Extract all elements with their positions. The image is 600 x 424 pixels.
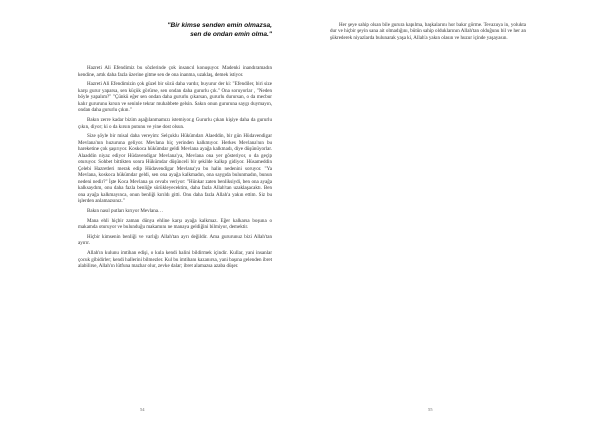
paragraph: Her şeye sahip olsan bile gurura kapılma, başkalarını hor bakır görme. Tevazuya in, yolukta dur ve hiçbir şeyin sana ait olmadığını, bütün sahip olduklarının Allah'tan olduğunu bil ve her an şükrederek niyazlarda bulunarak yaşa ki, Allah'a yakın olasın ve huzur içinde yaşayasın.	[330, 22, 526, 41]
epigraph-quote	[78, 22, 272, 39]
paragraph: Hiçbir kimsenin benliği ve varlığı Allah'tan ayrı değildir. Ama gururunuz bizi Allah'tan ayırır.	[78, 233, 272, 247]
paragraph: Hazreti Ali Efendimiz bu sözlerinde çok insancıl konuşuyor. Madenki inandıramadın kendine, artık daha fazla üzerine gitme sen de ona inanma, uzaklaş, demek istiyor.	[78, 65, 272, 78]
paragraph: Bakın nasıl putları kırıyor Mevlana…	[87, 207, 164, 214]
paragraph: Bakın zerre kadar bizim aşağılanmamızı istemiyor.g Gururlu çıkan kişiye daha da gururlu çıkın, diyor; ki o da kırsın putunu ve yine dost olsun.	[78, 117, 272, 130]
paragraph: Mana ehli hiçbir zaman dünya ehline karşı ayağa kalkmaz. Eğer kalkarsa boşuna o makamda oturuyor ve bulunduğu makamını ne manaya geldiğini bilmiyor, demektir.	[78, 217, 272, 231]
paragraph: Hazreti Ali Efendimizin çok güzel bir sözü daha vardır, buyurur der ki: "Efendiler, biri size karşı gurur yaparsa, sen küçük görürse, sen ondan daha gururlu çık." Ona soruyorlar , "Neden böyle yapalım?" "Çünkü eğer sen ondan daha gururlu çıkarsan, gururlu durursan, o da mecbur kalır gururunu kırsın ve seninle tekrar muhabbete gelsin. Sakın onun gururuna saygı duymayın, ondan daha gururlu çıkın."	[78, 81, 272, 114]
right-page	[300, 0, 600, 424]
quote-line: sen de ondan emin olma."	[190, 30, 272, 38]
quote-line: "Bir kimse senden emin olmazsa,	[167, 22, 272, 29]
paragraph: Size şöyle bir misal daha vereyim: Selçuklu Hükümdarı Alaeddin, bir gün Hüdavendigar Mevlana'nın huzuruna geliyor. Mevlana hiç yerinden kalkmıyor. Herkes Mevlana'nın bu hareketine çok şaşırıyor. Koskoca hükümdar geldi Mevlana ayağa kalkmadı, diye düşünüyorlar. Alaaddin niyaz ediyor Hüdavendigar Mevlana'ya, Mevlana ona yer gösteriyor, o da geçip oturuyor. Sohbet bittikten sonra Hükümdar düşünceli bir şekilde kalkıp gidiyor. Hüsameddin Çelebi Hazretleri merak edip Hüdavendigar Mevlana'ya bu halin nedenini soruyor. "Ya Mevlana, koskoca hükümdar geldi, sen ona ayağa kalkmadın, ona saygıda bulunmadın, bunun nedeni nedir?" İşte Koca Mevlana şu cevabı veriyor: "Hünkar zaten benliksiydi, ben ona ayağa kalksaydım, onu daha fazla benliğe sürükleyecektim, daha fazla Allah'tan uzaklaşacaktı. Ben ona ayağa kalkmayınca, onun benliği kırıldı gitti. Onu daha fazla Allah'a yakın ettim. Siz bu işlerden anlamazsınız."	[78, 133, 272, 204]
page-number: 55	[428, 407, 433, 412]
paragraph: Allah'ın kulunu imtihan edişi, o kula kendi halini bildirmek içindir. Kullar, yani insanlar çocuk gibidirler; kendi hallerini bilmezler. Kul bu imtihanı kazanırsa, yani başına gelenden ibret alabilirse, Allah'ın lütfuna mazhar olur, zevke dalar; ibret alamazsa azaba düşer.	[78, 250, 272, 270]
page-number: 54	[140, 407, 145, 412]
